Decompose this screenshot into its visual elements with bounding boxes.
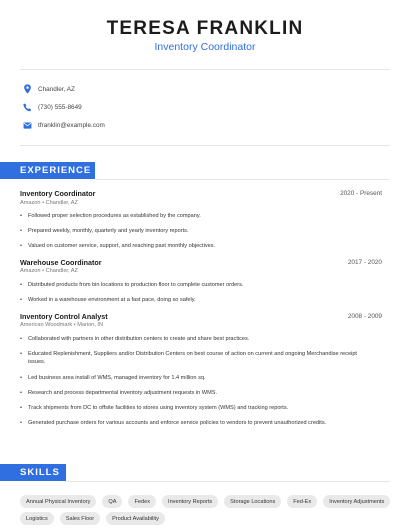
job-company: Amazon • Chandler, AZ <box>20 200 78 206</box>
skills-row <box>20 512 165 525</box>
skill-chip: Fedex <box>128 495 156 508</box>
job-bullet: • Prepared weekly, monthly, quarterly and yearly inventory reports. <box>20 227 360 235</box>
job-company: Amazon • Chandler, AZ <box>20 268 78 274</box>
job-dates: 2008 - 2009 <box>347 313 382 320</box>
skill-chip: Inventory Adjustments <box>323 495 390 508</box>
location-text: Chandler, AZ <box>38 85 75 93</box>
contact-email <box>20 118 105 132</box>
job-bullet: • Led business area install of WMS, managed inventory for 1.4 million sq. <box>20 374 360 382</box>
email-text[interactable]: tfranklin@example.com <box>38 121 105 129</box>
job-title: Inventory Control Analyst <box>20 312 108 321</box>
location-pin-icon <box>20 82 34 96</box>
job-bullet: • Collaborated with partners in other distribution centers to create and share best practices. <box>20 335 360 343</box>
envelope-icon <box>20 118 34 132</box>
phone-icon <box>20 100 34 114</box>
divider <box>20 69 390 70</box>
phone-text: (730) 555-8649 <box>38 103 82 111</box>
job-bullet: • Worked in a warehouse environment at a fast pace, doing so safely. <box>20 296 360 304</box>
skill-chip: Logistics <box>20 512 54 525</box>
skill-chip: Storage Locations <box>224 495 281 508</box>
divider <box>95 179 390 180</box>
skill-chip: Inventory Reports <box>162 495 218 508</box>
experience-heading: EXPERIENCE <box>0 162 95 179</box>
job-dates: 2020 - Present <box>340 190 382 197</box>
skills-row <box>20 495 390 508</box>
contact-location <box>20 82 75 96</box>
skill-chip: Product Availability <box>106 512 165 525</box>
job-company: American Woodmark • Marion, IN <box>20 322 103 328</box>
job-bullet: • Generated purchase orders for various accounts and enforce service policies to vendors to prevent unauthorized credits. <box>20 419 360 427</box>
candidate-title: Inventory Coordinator <box>154 41 256 53</box>
candidate-name: TERESA FRANKLIN <box>106 18 304 39</box>
divider <box>20 145 390 146</box>
job-bullet: • Followed proper selection procedures as established by the company. <box>20 212 360 220</box>
job-bullet: • Educated Replenishment, Suppliers and/or Distribution Centers on best course of action on current and ongoing Merchandise receipt issues. <box>20 350 360 366</box>
job-bullet: • Track shipments from DC to offsite facilities to stores using inventory system (WMS) and tracking reports. <box>20 404 360 412</box>
job-bullet: • Distributed products from bin locations to production floor to complete customer orders. <box>20 281 360 289</box>
skills-heading: SKILLS <box>0 464 66 481</box>
skill-chip: Sales Floor <box>60 512 100 525</box>
skill-chip: Fed-Ex <box>287 495 317 508</box>
skill-chip: Annual Physical Inventory <box>20 495 96 508</box>
contact-phone <box>20 100 82 114</box>
job-title: Inventory Coordinator <box>20 189 96 198</box>
job-bullet: • Valued on customer service, support, and reaching past monthly objectives. <box>20 242 360 250</box>
job-dates: 2017 - 2020 <box>347 259 382 266</box>
job-title: Warehouse Coordinator <box>20 258 102 267</box>
skill-chip: QA <box>102 495 122 508</box>
job-bullet: • Research and process departmental inventory adjustment requests in WMS. <box>20 389 360 397</box>
divider <box>66 481 390 482</box>
